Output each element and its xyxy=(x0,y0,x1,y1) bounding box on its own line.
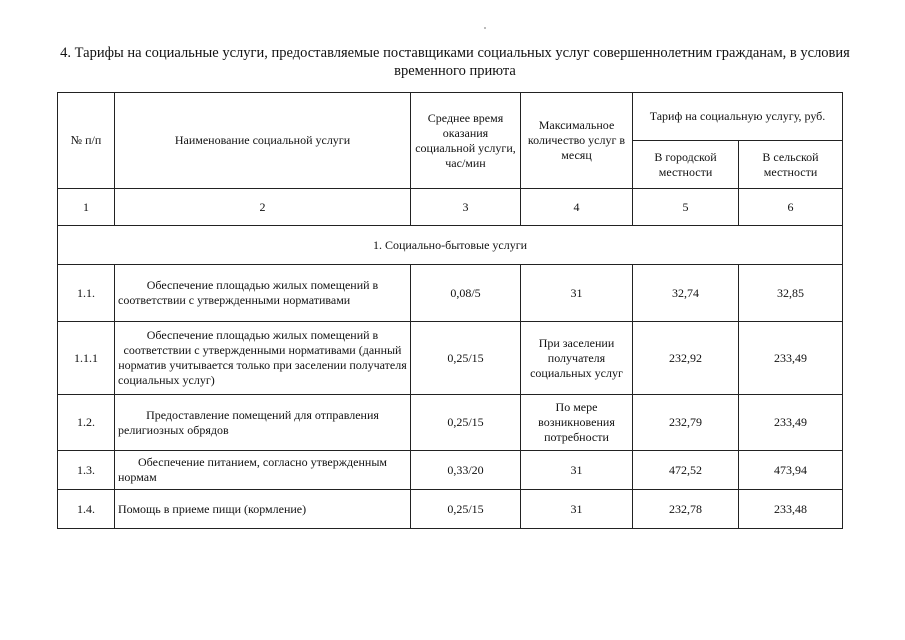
row-service-name: Помощь в приеме пищи (кормление) xyxy=(115,490,411,529)
column-number: 3 xyxy=(411,189,521,226)
document-title: 4. Тарифы на социальные услуги, предоставляемые поставщиками социальных услуг совершеннолетним гражданам, в условия временного приюта xyxy=(60,45,850,79)
column-number: 1 xyxy=(58,189,115,226)
section-title: 1. Социально-бытовые услуги xyxy=(58,226,843,265)
row-tariff-rural: 473,94 xyxy=(739,451,843,490)
row-avg-time: 0,25/15 xyxy=(411,322,521,395)
row-num: 1.1. xyxy=(58,265,115,322)
row-tariff-urban: 472,52 xyxy=(633,451,739,490)
header-max-count: Максимальное количество услуг в месяц xyxy=(521,93,633,189)
row-tariff-rural: 233,49 xyxy=(739,395,843,451)
row-num: 1.3. xyxy=(58,451,115,490)
table-row xyxy=(58,265,843,322)
column-number: 6 xyxy=(739,189,843,226)
row-max-count: 31 xyxy=(521,490,633,529)
scan-speck xyxy=(484,27,486,29)
header-name: Наименование социальной услуги xyxy=(115,93,411,189)
row-num: 1.4. xyxy=(58,490,115,529)
table-row xyxy=(58,322,843,395)
row-avg-time: 0,25/15 xyxy=(411,490,521,529)
row-max-count: 31 xyxy=(521,451,633,490)
column-number: 2 xyxy=(115,189,411,226)
table-row xyxy=(58,395,843,451)
header-rural: В сельской местности xyxy=(739,141,843,189)
section-row xyxy=(58,226,843,265)
row-num: 1.2. xyxy=(58,395,115,451)
row-avg-time: 0,08/5 xyxy=(411,265,521,322)
row-tariff-rural: 233,48 xyxy=(739,490,843,529)
row-tariff-urban: 232,78 xyxy=(633,490,739,529)
row-max-count: При заселении получателя социальных услуг xyxy=(521,322,633,395)
row-tariff-urban: 232,79 xyxy=(633,395,739,451)
row-tariff-urban: 32,74 xyxy=(633,265,739,322)
row-service-name: Обеспечение площадью жилых помещений в соответствии с утвержденными нормативами xyxy=(115,265,411,322)
row-num: 1.1.1 xyxy=(58,322,115,395)
row-avg-time: 0,25/15 xyxy=(411,395,521,451)
row-service-name: Обеспечение питанием, согласно утвержденным нормам xyxy=(115,451,411,490)
column-number: 5 xyxy=(633,189,739,226)
row-tariff-rural: 233,49 xyxy=(739,322,843,395)
table-row xyxy=(58,451,843,490)
row-service-name: Обеспечение площадью жилых помещений в соответствии с утвержденными нормативами (данный норматив учитывается только при заселении получателя социальных услуг) xyxy=(115,322,411,395)
header-row xyxy=(58,93,843,141)
tariffs-table xyxy=(57,92,843,529)
row-max-count: 31 xyxy=(521,265,633,322)
header-avg-time: Среднее время оказания социальной услуги, час/мин xyxy=(411,93,521,189)
row-tariff-urban: 232,92 xyxy=(633,322,739,395)
row-avg-time: 0,33/20 xyxy=(411,451,521,490)
table-row xyxy=(58,490,843,529)
header-num: № п/п xyxy=(58,93,115,189)
row-max-count: По мере возникновения потребности xyxy=(521,395,633,451)
header-tariff: Тариф на социальную услугу, руб. xyxy=(633,93,843,141)
row-service-name: Предоставление помещений для отправления религиозных обрядов xyxy=(115,395,411,451)
header-urban: В городской местности xyxy=(633,141,739,189)
row-tariff-rural: 32,85 xyxy=(739,265,843,322)
column-number-row xyxy=(58,189,843,226)
column-number: 4 xyxy=(521,189,633,226)
